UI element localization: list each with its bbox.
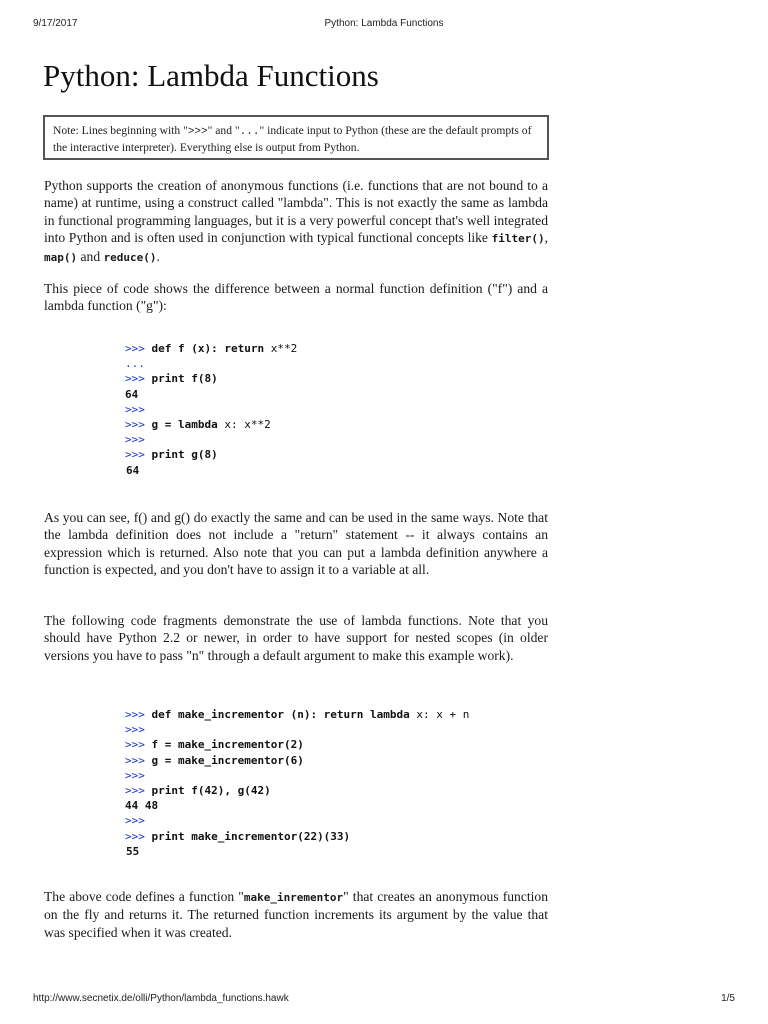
code-output: 64 (125, 387, 139, 401)
code-line: >>> print f(42), g(42) (125, 783, 271, 797)
intro-sep-1: , (544, 230, 548, 246)
code-line: >>> print g(8) (125, 448, 218, 462)
code-line: >>> g = make_incrementor(6) (125, 753, 304, 767)
intro-sep-2: and (77, 248, 104, 264)
note-box (43, 115, 549, 160)
code-line: >>> (125, 402, 145, 416)
note-text-b: " and " (207, 124, 240, 137)
paragraph-fragments: The following code fragments demonstrate the use of lambda functions. Note that you should have Python 2.2 or newer, in order to have support for nested scopes (in older versions you have to pass "n" through a default argument to make this example work). (44, 613, 548, 663)
code-output: 64 (126, 463, 140, 477)
print-header-title: Python: Lambda Functions (324, 18, 444, 29)
print-page-number: 1/5 (721, 993, 735, 1004)
code-line: >>> def f (x): return x**2 (125, 342, 298, 355)
code-block-lambda-vs-def (125, 341, 297, 478)
intro-text: Python supports the creation of anonymous functions (i.e. functions that are not bound to a name) at runtime, using a construct called "lambda". This is not exactly the same as lambda in functional programming languages, but it is a very powerful concept that's well integrated into Python and is often used in conjunction with typical functional concepts like (44, 178, 548, 246)
note-text-a: Note: Lines beginning with " (53, 124, 188, 137)
code-line: ... (125, 357, 145, 371)
code-filter: filter() (491, 232, 545, 246)
print-date: 9/17/2017 (33, 18, 78, 29)
paragraph-intro (44, 177, 548, 266)
code-make-inrementor: make_inrementor (243, 891, 344, 904)
note-prompt-2: ... (239, 126, 260, 138)
code-line: >>> print f(8) (125, 372, 218, 386)
summary-text-a: The above code defines a function " (44, 889, 244, 904)
code-line: >>> (125, 433, 145, 447)
code-line: >>> (125, 814, 145, 828)
paragraph-comparison: This piece of code shows the difference between a normal function definition ("f") and a lambda function ("g"): (44, 281, 548, 314)
paragraph-explanation: As you can see, f() and g() do exactly the same and can be used in the same ways. Note that the lambda definition does not include a "return" statement -- it always contains an expression which is returned. Also note that you can put a lambda definition anywhere a function is expected, and you don't have to assign it to a variable at all. (44, 510, 548, 578)
note-text-c: " indicate input to Python (these are the default prompts of the interactive interpreter). Everything else is output from Python. (53, 124, 532, 154)
code-line: >>> (125, 768, 145, 782)
intro-end: . (156, 248, 160, 264)
code-line: >>> g = lambda x: x**2 (125, 417, 271, 431)
code-line: >>> print make_incrementor(22)(33) (125, 829, 351, 843)
page-title: Python: Lambda Functions (43, 58, 379, 93)
print-footer-url: http://www.secnetix.de/olli/Python/lambda_functions.hawk (33, 993, 289, 1004)
note-prompt-1: >>> (187, 126, 208, 138)
code-block-incrementor (125, 707, 469, 859)
paragraph-summary (44, 888, 548, 941)
summary-text-b: " that creates an anonymous function on the fly and returns it. The returned function increments its argument by the value that was specified when it was created. (44, 889, 548, 940)
code-line: >>> def make_incrementor (n): return lambda x: x + n (125, 708, 470, 721)
code-map: map() (44, 250, 78, 264)
code-output: 44 48 (125, 799, 159, 813)
code-output: 55 (126, 844, 140, 858)
code-line: >>> (125, 723, 145, 737)
code-reduce: reduce() (103, 250, 157, 264)
code-line: >>> f = make_incrementor(2) (125, 738, 304, 752)
